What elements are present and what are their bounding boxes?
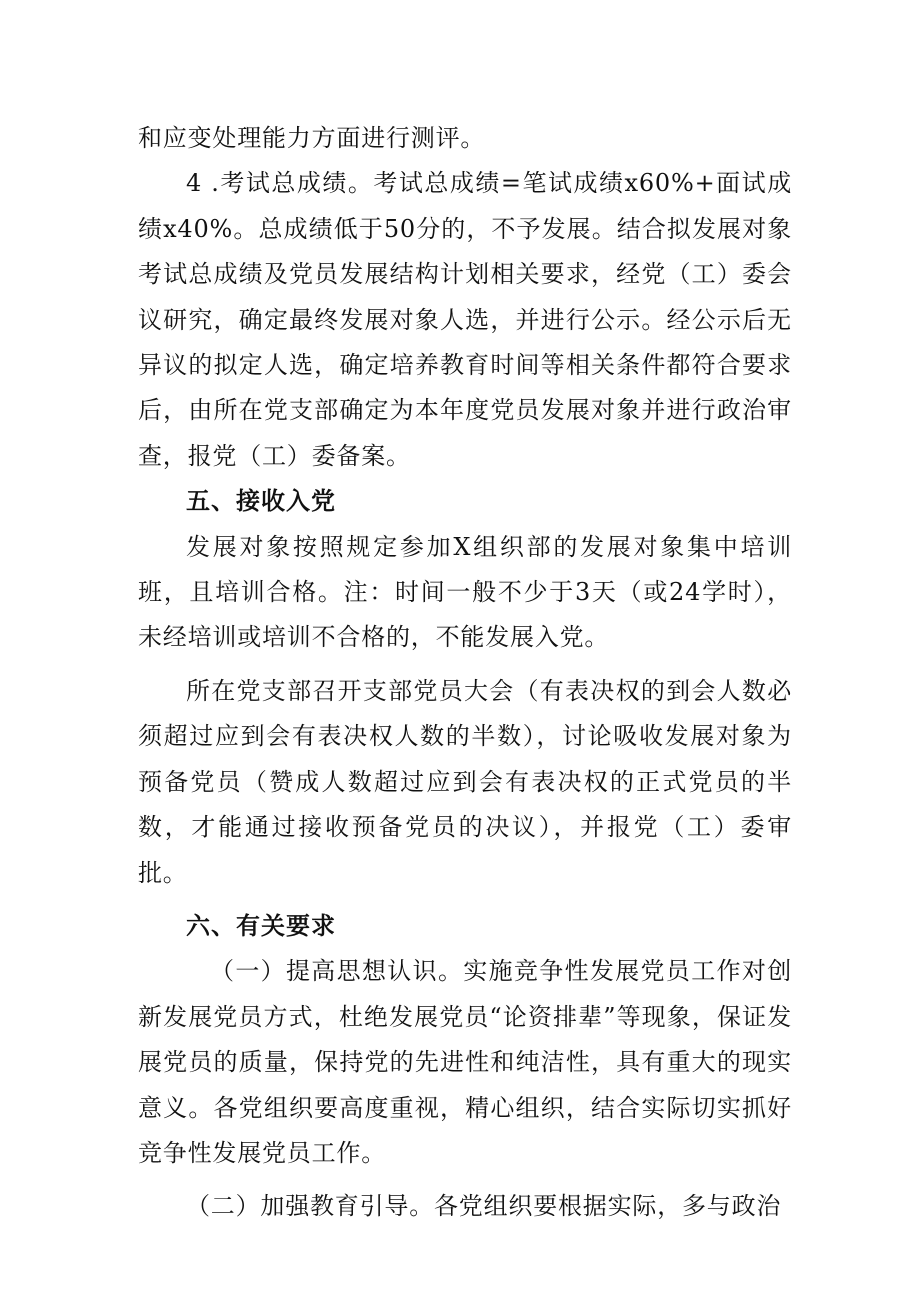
- paragraph-continuation: 和应变处理能力方面进行测评。: [138, 124, 486, 152]
- paragraph-total-score: 4 .考试总成绩。考试总成绩=笔试成绩x60%+面试成绩x40%。总成绩低于50分的，不予发展。结合拟发展对象考试总成绩及党员发展结构计划相关要求，经党（工）委会议研究，确定最终发展对象人选，并进行公示。经公示后无异议的拟定人选，确定培养教育时间等相关条件都符合要求后，由所在党支部确定为本年度党员发展对象并进行政治审查，报党（工）委备案。: [138, 169, 792, 470]
- paragraph-strengthen-education: （二）加强教育引导。各党组织要根据实际，多与政治: [186, 1192, 782, 1221]
- section-heading-join-party: 五、接收入党: [186, 487, 336, 516]
- section-heading-requirements: 六、有关要求: [186, 911, 336, 940]
- paragraph-branch-meeting: 所在党支部召开支部党员大会（有表决权的到会人数必须超过应到会有表决权人数的半数），讨论吸收发展对象为预备党员（赞成人数超过应到会有表决权的正式党员的半数，才能通过接收预备党员的决议），并报党（工）委审批。: [138, 676, 792, 887]
- document-body: [138, 116, 792, 1230]
- paragraph-raise-awareness: （一）提高思想认识。实施竞争性发展党员工作对创新发展党员方式，杜绝发展党员“论资排辈”等现象，保证发展党员的质量，保持党的先进性和纯洁性，具有重大的现实意义。各党组织要高度重视，精心组织，结合实际切实抓好竞争性发展党员工作。: [138, 957, 792, 1167]
- paragraph-training: 发展对象按照规定参加X组织部的发展对象集中培训班，且培训合格。注：时间一般不少于3天（或24学时），未经培训或培训不合格的，不能发展入党。: [138, 532, 792, 652]
